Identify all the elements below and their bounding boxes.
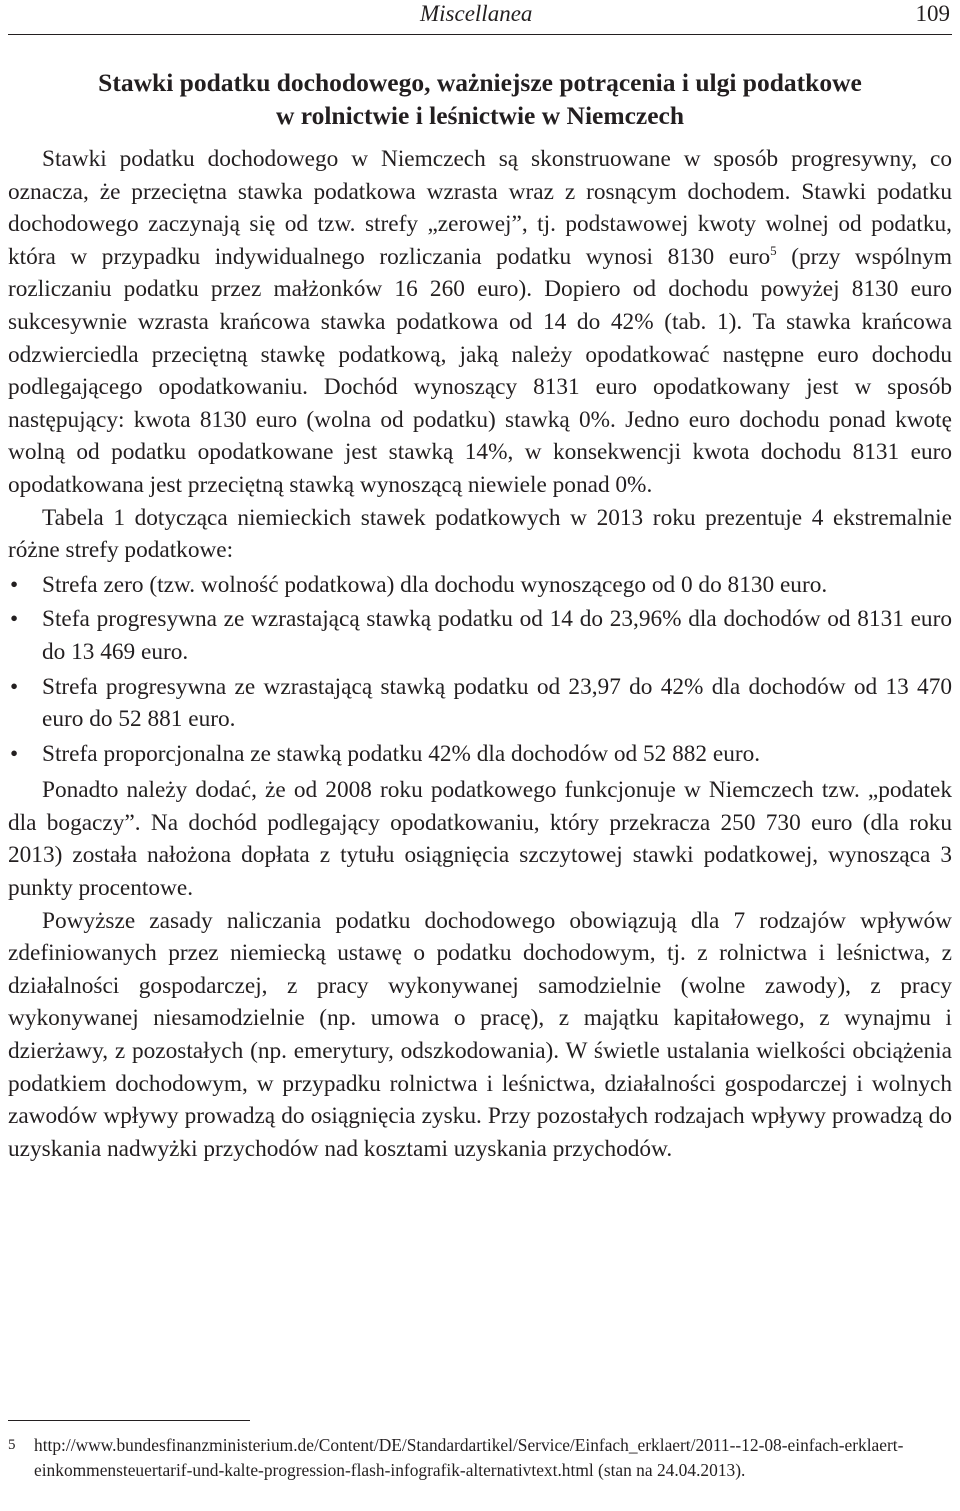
list-item-text: Strefa proporcjonalna ze stawką podatku 42% dla dochodów od 52 882 euro. <box>42 740 761 767</box>
paragraph-table-intro: Tabela 1 dotycząca niemieckich stawek podatkowych w 2013 roku prezentuje 4 ekstremalnie różne strefy podatkowe: <box>8 504 952 564</box>
bullet-icon: • <box>10 673 19 700</box>
footnote-text: http://www.bundesfinanzministerium.de/Content/DE/Standardartikel/Service/Einfach_erklaert/2011--12-08-einfach-erklaert-einkommensteuertarif-und-kalte-progression-flash-infografik-alternativtext.html (stan na 24.04.2013). <box>34 1435 904 1480</box>
footnote-reference: 5 <box>770 242 777 258</box>
paragraph-tax-rates-text-b: (przy wspólnym rozliczaniu podatku przez małżonków 16 260 euro). Dopiero od dochodu powyżej 8130 euro sukcesywnie wzrasta krańcowa stawka podatkowa od 14 do 42% (tab. 1). Ta stawka krańcowa odzwierciedla przeciętną stawkę podatkową, jaką należy opodatkować następne euro dochodu podlegającego opodatkowaniu. Dochód wynoszący 8131 euro opodatkowany jest w sposób następujący: kwota 8130 euro (wolna od podatku) stawką 0%. Jedno euro dochodu ponad kwotę wolną od podatku opodatkowane jest stawką 14%, w konsekwencji kwota dochodu 8131 euro opodatkowana jest przeciętną stawką wynoszącą niewiele ponad 0%. <box>8 243 952 498</box>
running-title: Miscellanea <box>420 1 533 26</box>
bullet-icon: • <box>10 606 19 633</box>
list-item <box>8 603 952 668</box>
list-item-text: Stefa progresywna ze wzrastającą stawką podatku od 14 do 23,96% dla dochodów od 8131 euro do 13 469 euro. <box>42 606 952 665</box>
paragraph-income-types: Powyższe zasady naliczania podatku dochodowego obowiązują dla 7 rodzajów wpływów zdefiniowanych przez niemiecką ustawę o podatku dochodowym, tj. z rolnictwa i leśnictwa, z działalności gospodarczej, z pracy wykonywanej samodzielnie (wolne zawody), z pracy wykonywanej niesamodzielnie (np. umowa o pracę), z majątku kapitałowego, z wynajmu i dzierżawy, z pozostałych (np. emerytury, odszkodowania). W świetle ustalania wielkości obciążenia podatkiem dochodowym, w przypadku rolnictwa i leśnictwa, działalności gospodarczej i wolnych zawodów wpływy prowadzą do osiągnięcia zysku. Przy pozostałych rodzajach wpływy prowadzą do uzyskania nadwyżki przychodów nad kosztami uzyskania przychodów. <box>8 907 952 1162</box>
section-title <box>8 66 952 132</box>
list-item <box>8 738 952 771</box>
footnote-divider <box>8 1420 250 1421</box>
tax-zone-list <box>8 569 952 771</box>
footnote <box>8 1433 952 1483</box>
bullet-icon: • <box>10 740 19 767</box>
footnote-number: 5 <box>8 1437 16 1453</box>
list-item <box>8 569 952 602</box>
bullet-icon: • <box>10 571 19 598</box>
paragraph-tax-rates-text-a: Stawki podatku dochodowego w Niemczech są skonstruowane w sposób progresywny, co oznacza, że przeciętna stawka podatkowa wzrasta wraz z rosnącym dochodem. Stawki podatku dochodowego zaczynają się od tzw. strefy „zerowej”, tj. podstawowej kwoty wolnej od podatku, która w przypadku indywidualnego rozliczania podatku wynosi 8130 euro <box>8 146 952 270</box>
paragraph-wealth-tax: Ponadto należy dodać, że od 2008 roku podatkowego funkcjonuje w Niemczech tzw. „podatek dla bogaczy”. Na dochód podlegający opodatkowaniu, który przekracza 250 730 euro (dla roku 2013) została nałożona dopłata z tytułu osiągnięcia szczytowej stawki podatkowej, wynosząca 3 punkty procentowe. <box>8 777 952 902</box>
article-body <box>8 143 952 1165</box>
section-title-line-1: Stawki podatku dochodowego, ważniejsze potrącenia i ulgi podatkowe <box>98 68 862 97</box>
list-item-text: Strefa zero (tzw. wolność podatkowa) dla dochodu wynoszącego od 0 do 8130 euro. <box>42 571 828 598</box>
page-number: 109 <box>915 1 950 26</box>
paragraph-tax-rates <box>8 143 952 502</box>
list-item-text: Strefa progresywna ze wzrastającą stawką podatku od 23,97 do 42% dla dochodów od 13 470 euro do 52 881 euro. <box>42 673 952 733</box>
section-title-line-2: w rolnictwie i leśnictwie w Niemczech <box>275 101 685 130</box>
running-header <box>8 0 952 35</box>
list-item <box>8 671 952 736</box>
